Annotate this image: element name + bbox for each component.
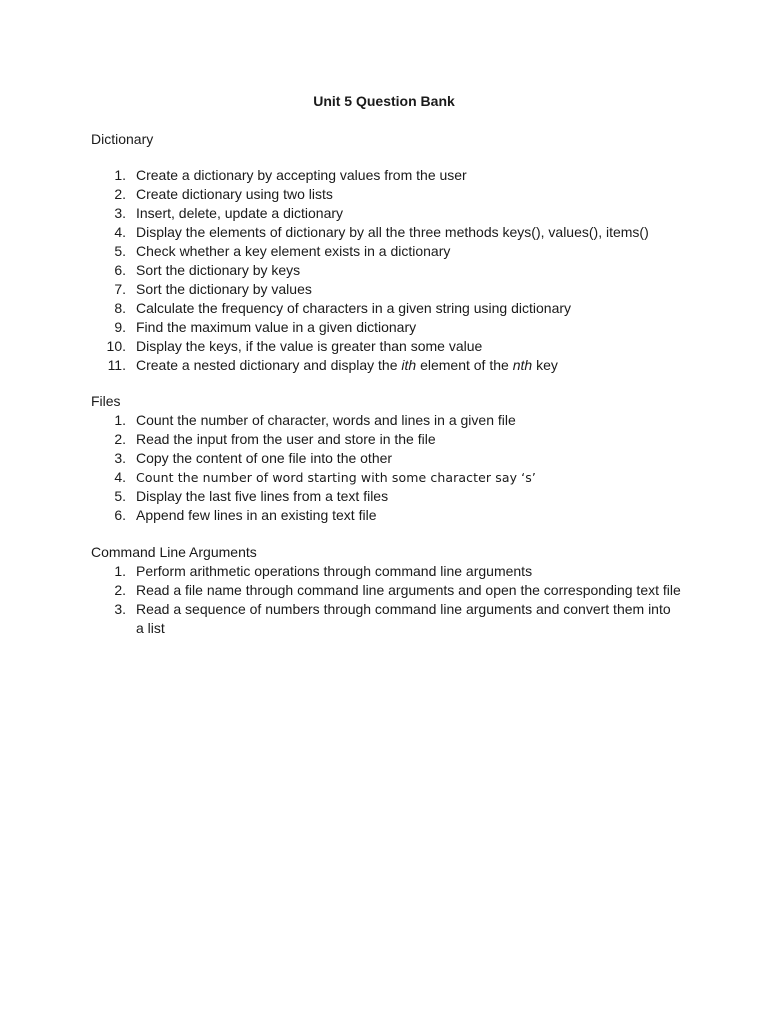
item-text: Create a dictionary by accepting values from the user [136, 167, 467, 183]
item-number: 2. [114, 582, 126, 598]
item-number: 7. [114, 281, 126, 297]
item-text: Display the last five lines from a text files [136, 488, 389, 504]
item-number: 6. [114, 262, 126, 278]
page-title: Unit 5 Question Bank [313, 93, 455, 109]
item-text: Read the input from the user and store in the file [136, 431, 436, 447]
item-number: 4. [114, 469, 126, 485]
item-text: Insert, delete, update a dictionary [136, 205, 344, 221]
item-text: Count the number of word starting with some character say ‘s’ [136, 470, 536, 485]
item-number: 5. [114, 488, 126, 504]
item-text-part: element of the [420, 357, 509, 373]
item-number: 3. [114, 450, 126, 466]
item-text: Perform arithmetic operations through command line arguments [136, 563, 533, 579]
item-text: Create dictionary using two lists [136, 186, 333, 202]
italic-term-ith: ith [401, 357, 417, 373]
item-number: 9. [114, 319, 126, 335]
italic-term-nth: nth [512, 357, 533, 373]
item-text: Display the elements of dictionary by all the three methods keys(), values(), items() [136, 224, 649, 240]
item-text: Display the keys, if the value is greater than some value [136, 338, 483, 354]
item-number: 10. [106, 338, 126, 354]
item-number: 1. [114, 167, 126, 183]
item-text: Read a file name through command line arguments and open the corresponding text file [136, 582, 681, 598]
item-text: Copy the content of one file into the other [136, 450, 393, 466]
item-number: 2. [114, 431, 126, 447]
item-text: Calculate the frequency of characters in a given string using dictionary [136, 300, 572, 316]
item-text: Sort the dictionary by values [136, 281, 312, 297]
item-text: Append few lines in an existing text file [136, 507, 377, 523]
section-heading-dictionary: Dictionary [91, 131, 154, 147]
item-number: 4. [114, 224, 126, 240]
item-number: 11. [107, 357, 126, 373]
item-text: Check whether a key element exists in a dictionary [136, 243, 451, 259]
section-heading-files: Files [91, 393, 121, 409]
item-number: 3. [114, 205, 126, 221]
item-number: 8. [114, 300, 126, 316]
item-number: 1. [114, 563, 126, 579]
item-text: Read a sequence of numbers through command line arguments and convert them into a list [136, 601, 671, 636]
item-text: Count the number of character, words and lines in a given file [136, 412, 516, 428]
item-text-part: Create a nested dictionary and display the [136, 357, 398, 373]
item-number: 6. [114, 507, 126, 523]
section-heading-command-line-arguments: Command Line Arguments [91, 544, 257, 560]
item-text-part: key [536, 357, 558, 373]
item-number: 2. [114, 186, 126, 202]
item-number: 3. [114, 601, 126, 617]
item-number: 5. [114, 243, 126, 259]
item-number: 1. [114, 412, 126, 428]
item-text: Sort the dictionary by keys [136, 262, 301, 278]
item-text [136, 356, 682, 375]
item-text: Find the maximum value in a given dictionary [136, 319, 417, 335]
